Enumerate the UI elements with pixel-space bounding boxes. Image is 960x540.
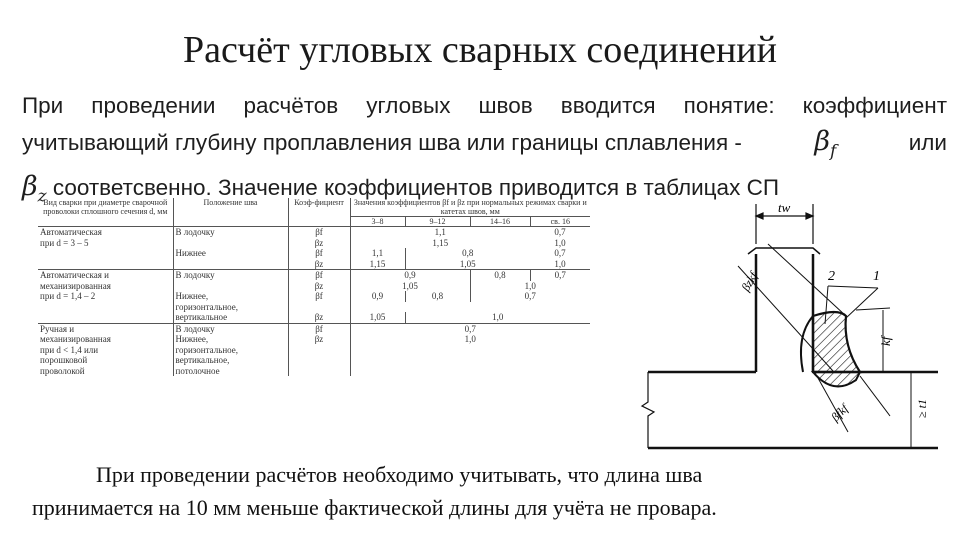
group-3-type: Ручная и механизированная при d < 1,4 или порошковой проволокой: [38, 323, 173, 376]
cell-coef: βz: [288, 281, 350, 292]
header-position: Положение шва: [173, 198, 288, 227]
cell-value: 1,0: [464, 334, 476, 344]
fillet-weld-diagram: [628, 196, 948, 454]
label-bzkf: βzkf: [738, 269, 761, 294]
cell-value: 0,9: [350, 291, 405, 302]
table-row: [38, 270, 590, 281]
beta-f-symbol: $\beta_f$: [814, 126, 837, 162]
cell-position: Нижнее: [173, 248, 288, 259]
cell-coef: βf: [288, 248, 350, 259]
cell-position: [173, 281, 288, 292]
intro-line-2-text: учитывающий глубину проплавления шва или границы сплавления -: [22, 130, 742, 155]
beta-z-symbol: $\beta_z$: [22, 171, 47, 207]
cell-position: горизонтальное,: [173, 345, 288, 356]
label-1: 1: [873, 269, 880, 284]
cell-position: Нижнее,: [173, 334, 288, 345]
cell-value: 1,0: [492, 312, 504, 322]
cell-value: 1,0: [554, 237, 566, 248]
group-1-type: Автоматическая при d = 3 – 5: [38, 227, 173, 270]
cell-coef: βf: [288, 270, 350, 281]
header-welding-type: Вид сварки при диаметре сварочной проволоки сплошного сечения d, мм: [38, 198, 173, 227]
cell-value: 0,8: [470, 270, 530, 281]
cell-value: 0,8: [405, 291, 470, 302]
table-row: [38, 227, 590, 238]
slide-title: Расчёт угловых сварных соединений: [183, 29, 777, 71]
cell-value: 0,7: [524, 291, 536, 301]
header-col-3: 14–16: [470, 217, 530, 227]
cell-value: 1,15: [350, 259, 405, 270]
cell-coef: βz: [288, 259, 350, 270]
cell-position: вертикальное: [173, 312, 288, 323]
cell-value: 1,1: [350, 248, 405, 259]
bottom-paragraph: [32, 458, 932, 524]
cell-position: В лодочку: [173, 227, 288, 238]
header-values: Значения коэффициентов βf и βz при нормальных режимах сварки и катетах швов, мм: [350, 198, 590, 217]
label-bfkf: βfkf: [828, 401, 851, 425]
cell-value: 0,7: [530, 270, 590, 281]
cell-coef: βz: [288, 334, 350, 345]
cell-value: 1,05: [459, 258, 476, 269]
cell-position: вертикальное,: [173, 355, 288, 366]
cell-value: 1,1: [350, 227, 530, 238]
label-tw: tw: [778, 200, 791, 215]
header-col-2: 9–12: [405, 217, 470, 227]
intro-line-2: [22, 124, 947, 169]
cell-coef: βz: [288, 238, 350, 249]
cell-coef: βf: [288, 227, 350, 238]
bottom-line-1: При проведении расчётов необходимо учитывать, что длина шва: [96, 462, 703, 487]
cell-position: Нижнее,: [173, 291, 288, 302]
intro-line-2-or: или: [908, 130, 947, 155]
cell-value: 1,05: [350, 281, 470, 292]
intro-line-1: При проведении расчётов угловых швов вводится понятие: коэффициент: [22, 93, 947, 118]
cell-value: 1,05: [350, 312, 405, 323]
bottom-line-2: принимается на 10 мм меньше фактической длины для учёта не провара.: [32, 495, 717, 520]
cell-value: 0,8: [462, 248, 474, 258]
label-kf: kf: [878, 336, 893, 346]
coefficient-table-grid: [38, 198, 590, 376]
header-col-1: 3–8: [350, 217, 405, 227]
cell-position: потолочное: [173, 366, 288, 377]
group-2-type: Автоматическая и механизированная при d = 1,4 – 2: [38, 270, 173, 324]
cell-position: В лодочку: [173, 323, 288, 334]
label-2: 2: [828, 269, 835, 284]
cell-value: 0,7: [530, 227, 590, 238]
cell-value: 0,7: [554, 248, 566, 258]
label-t1: ≥ t1: [915, 399, 929, 418]
cell-value: 1,0: [524, 280, 536, 291]
cell-position: горизонтальное,: [173, 302, 288, 313]
cell-position: [173, 259, 288, 270]
coefficient-table: [38, 198, 590, 450]
cell-position: В лодочку: [173, 270, 288, 281]
weld-bead: [813, 312, 860, 372]
cell-position: [173, 238, 288, 249]
horizontal-plate: [642, 372, 938, 448]
cell-coef: βf: [288, 323, 350, 334]
table-row: [38, 323, 590, 334]
intro-line-3-text: соответсвенно. Значение коэффициентов приводится в таблицах СП: [52, 175, 779, 201]
cell-coef: βz: [288, 312, 350, 323]
cell-value: 0,7: [350, 323, 590, 334]
cell-coef: [288, 302, 350, 313]
cell-value: 1,0: [554, 258, 566, 269]
cell-value: 1,15: [432, 237, 449, 248]
vertical-plate: [748, 248, 820, 372]
cell-value: 0,9: [350, 270, 470, 281]
cell-coef: βf: [288, 291, 350, 302]
header-coef: Коэф-фициент: [288, 198, 350, 227]
header-col-4: св. 16: [530, 217, 590, 227]
